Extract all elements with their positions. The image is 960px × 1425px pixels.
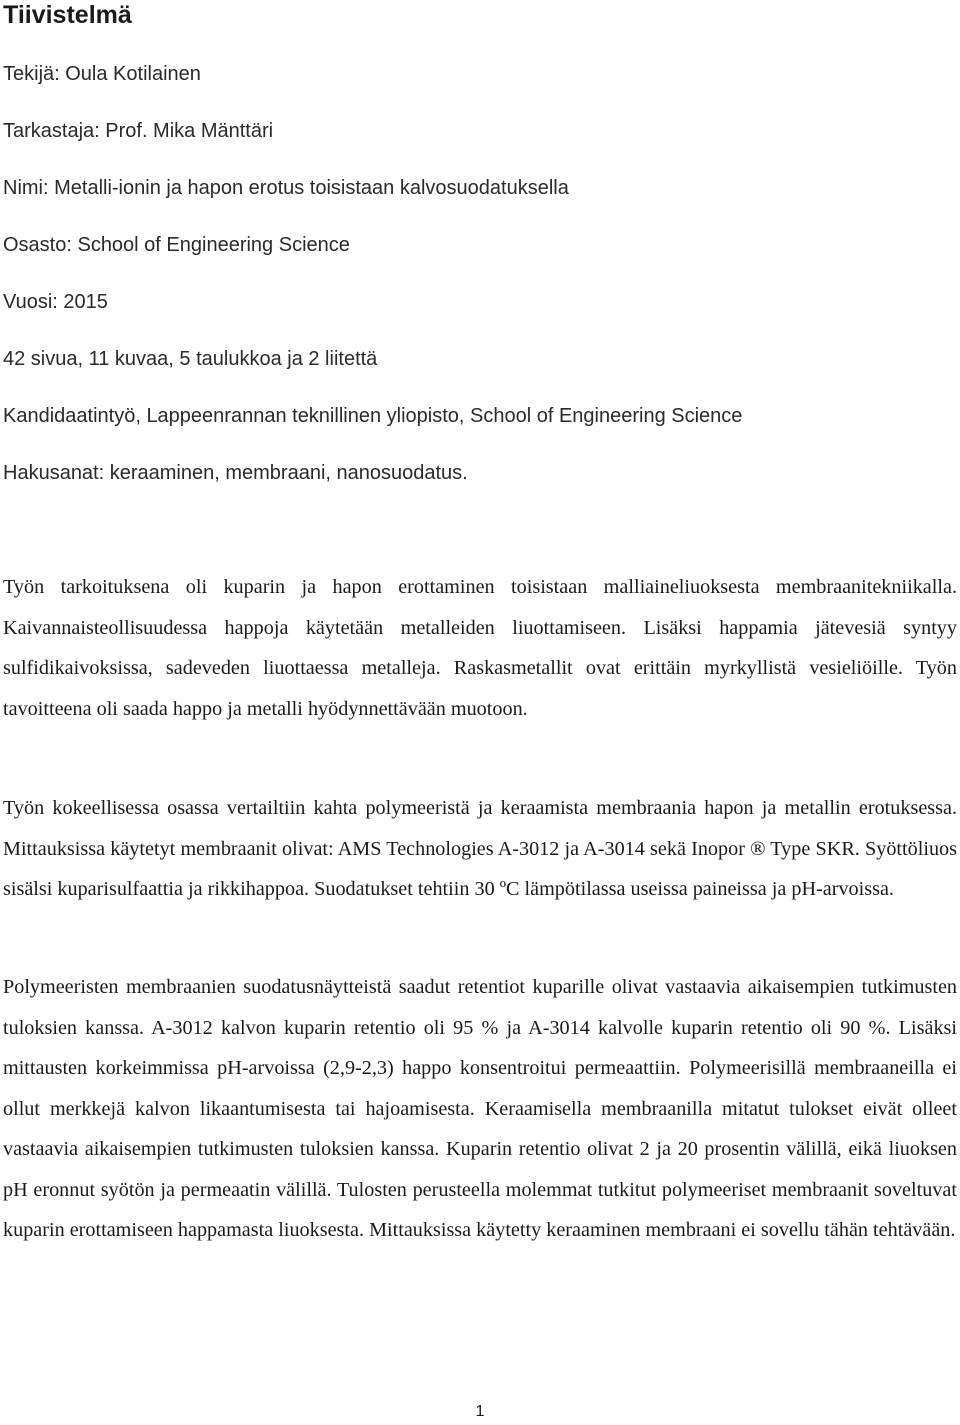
thesis-type-line: Kandidaatintyö, Lappeenrannan teknillinen yliopisto, School of Engineering Science bbox=[3, 405, 743, 427]
keywords-line: Hakusanat: keraaminen, membraani, nanosuodatus. bbox=[3, 462, 468, 484]
department-line: Osasto: School of Engineering Science bbox=[3, 234, 350, 256]
abstract-paragraph-1: Työn tarkoituksena oli kuparin ja hapon erottaminen toisistaan malliaineliuoksesta membraanitekniikalla. Kaivannaisteollisuudessa happoja käytetään metalleiden liuottamiseen. Lisäksi happamia jätevesiä syntyy sulfidikaivoksissa, sadeveden liuottaessa metalleja. Raskasmetallit ovat erittäin myrkyllistä vesieliöille. Työn tavoitteena oli saada happo ja metalli hyödynnettävään muotoon. bbox=[3, 576, 957, 720]
year-line: Vuosi: 2015 bbox=[3, 291, 108, 313]
page-number: 1 bbox=[475, 1403, 485, 1420]
author-line: Tekijä: Oula Kotilainen bbox=[3, 63, 201, 85]
page-count-line: 42 sivua, 11 kuvaa, 5 taulukkoa ja 2 liitettä bbox=[3, 348, 378, 370]
abstract-paragraph-2: Työn kokeellisessa osassa vertailtiin kahta polymeeristä ja keraamista membraania hapon ja metallin erotuksessa. Mittauksissa käytetyt membraanit olivat: AMS Technologies A-3012 ja A-3014 sekä Inopor ® Type SKR. Syöttöliuos sisälsi kuparisulfaattia ja rikkihappoa. Suodatukset tehtiin 30 ºC lämpötilassa useissa paineissa ja pH-arvoissa. bbox=[3, 797, 957, 900]
abstract-paragraph-3: Polymeeristen membraanien suodatusnäytteistä saadut retentiot kuparille olivat vastaavia aikaisempien tutkimusten tuloksien kanssa. A-3012 kalvon kuparin retentio oli 95 % ja A-3014 kalvolle kuparin retentio oli 90 %. Lisäksi mittausten korkeimmissa pH-arvoissa (2,9-2,3) happo konsentroitui permeaattiin. Polymeerisillä membraaneilla ei ollut merkkejä kalvon likaantumisesta tai hajoamisesta. Keraamisella membraanilla mitatut tulokset eivät olleet vastaavia aikaisempien tutkimusten tuloksien kanssa. Kuparin retentio olivat 2 ja 20 prosentin välillä, eikä liuoksen pH eronnut syötön ja permeaatin välillä. Tulosten perusteella molemmat tutkitut polymeeriset membraanit soveltuvat kuparin erottamiseen happamasta liuoksesta. Mittauksissa käytetty keraaminen membraani ei sovellu tähän tehtävään. bbox=[3, 976, 957, 1241]
page-heading: Tiivistelmä bbox=[3, 1, 132, 29]
document-page bbox=[3, 0, 957, 1425]
title-line: Nimi: Metalli-ionin ja hapon erotus toisistaan kalvosuodatuksella bbox=[3, 177, 569, 199]
supervisor-line: Tarkastaja: Prof. Mika Mänttäri bbox=[3, 120, 274, 142]
